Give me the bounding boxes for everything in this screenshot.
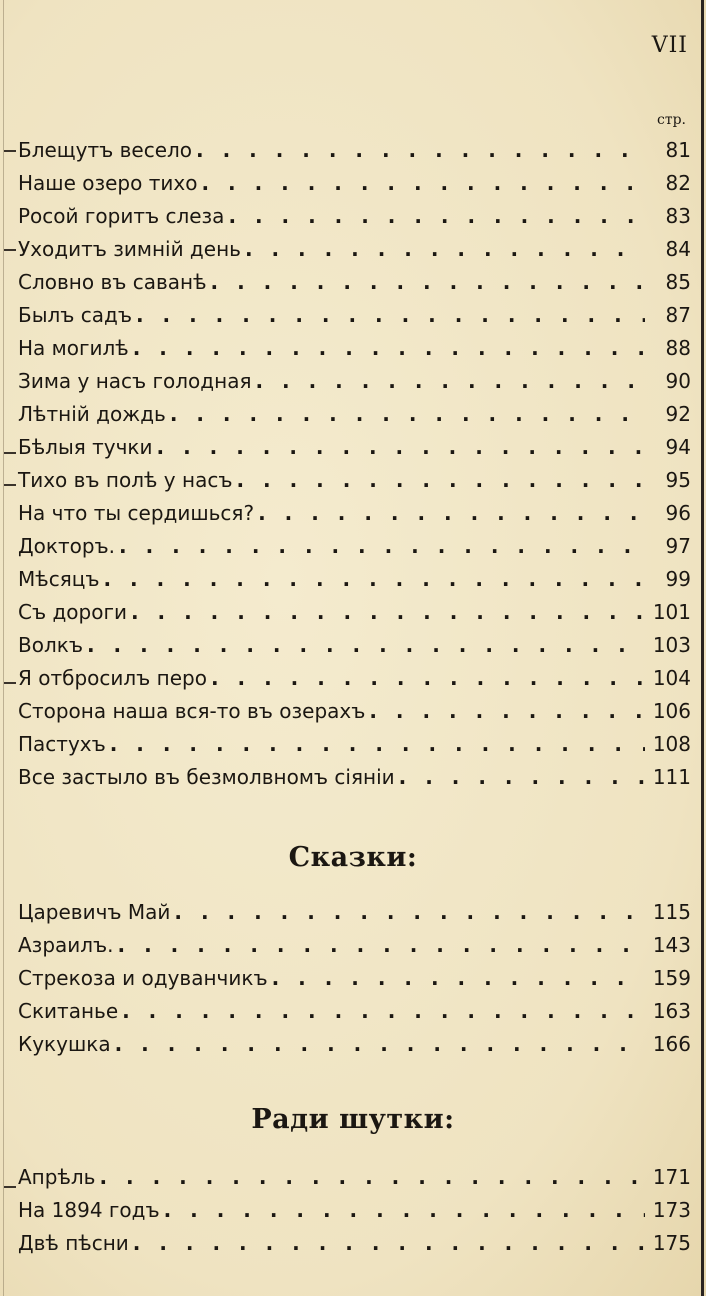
- toc-entry-title: Тихо въ полѣ у насъ: [18, 468, 233, 492]
- toc-entry-title: Стрекоза и одуванчикъ: [18, 966, 268, 990]
- dot-leader: [133, 1227, 645, 1260]
- dot-leader: [118, 929, 645, 962]
- margin-pencil-mark: [4, 249, 16, 251]
- dot-leader: [115, 1028, 645, 1061]
- toc-entry-title: Пастухъ: [18, 732, 106, 756]
- page-number: VII: [651, 33, 688, 58]
- toc-entry-title: Съ дороги: [18, 600, 127, 624]
- dot-leader: [99, 1161, 645, 1194]
- dot-leader: [228, 200, 645, 233]
- toc-entry-page: 108: [652, 732, 691, 756]
- section-heading-tales: Сказки:: [288, 842, 418, 873]
- toc-entry-page: 81: [665, 138, 691, 162]
- toc-entry: [18, 761, 691, 794]
- margin-pencil-mark: [4, 682, 16, 684]
- toc-entry: [18, 266, 691, 299]
- toc-entry: [18, 596, 691, 629]
- section-heading-jokes: Ради шутки:: [251, 1104, 455, 1135]
- toc-entry-page: 143: [652, 933, 691, 957]
- toc-entry-title: Былъ садъ: [18, 303, 132, 327]
- dot-leader: [164, 1194, 645, 1227]
- toc-entry: [18, 1227, 691, 1260]
- dot-leader: [110, 728, 645, 761]
- toc-entry-title: Азраилъ.: [18, 933, 114, 957]
- dot-leader: [211, 266, 645, 299]
- toc-entry: [18, 332, 691, 365]
- dot-leader: [211, 662, 645, 695]
- toc-entry: [18, 1161, 691, 1194]
- toc-entry-page: 84: [665, 237, 691, 261]
- toc-entry-page: 173: [652, 1198, 691, 1222]
- margin-pencil-mark: [4, 452, 16, 454]
- toc-entry-page: 88: [665, 336, 691, 360]
- dot-leader: [399, 761, 645, 794]
- toc-entry-page: 82: [665, 171, 691, 195]
- toc-entry: [18, 497, 691, 530]
- toc-entry-title: На что ты сердишься?: [18, 501, 255, 525]
- toc-entry: [18, 299, 691, 332]
- toc-entry-page: 103: [652, 633, 691, 657]
- dot-leader: [369, 695, 645, 728]
- toc-entry: [18, 695, 691, 728]
- toc-entry: [18, 398, 691, 431]
- toc-entry-page: 96: [665, 501, 691, 525]
- toc-entry-page: 159: [652, 966, 691, 990]
- toc-entry-page: 106: [652, 699, 691, 723]
- toc-entry-title: На могилѣ: [18, 336, 129, 360]
- toc-entry-title: Уходитъ зимній день: [18, 237, 241, 261]
- toc-entry-title: Сторона наша вся-то въ озерахъ: [18, 699, 366, 723]
- toc-entry-title: Скитанье: [18, 999, 119, 1023]
- dot-leader: [272, 962, 645, 995]
- toc-entry-page: 171: [652, 1165, 691, 1189]
- page-column-label: стр.: [657, 112, 686, 128]
- toc-entry-page: 87: [665, 303, 691, 327]
- toc-entry-page: 115: [652, 900, 691, 924]
- dot-leader: [258, 497, 645, 530]
- toc-entry: [18, 995, 691, 1028]
- margin-pencil-mark: [4, 1186, 16, 1188]
- toc-entry: [18, 530, 691, 563]
- toc-entry-page: 97: [665, 534, 691, 558]
- toc-entry-title: Наше озеро тихо: [18, 171, 198, 195]
- toc-entry-title: Докторъ.: [18, 534, 116, 558]
- toc-entry: [18, 629, 691, 662]
- toc-entry-page: 101: [652, 600, 691, 624]
- toc-entry-title: Апрѣль: [18, 1165, 96, 1189]
- toc-entry-title: Царевичъ Май: [18, 900, 171, 924]
- toc-list-poems: [18, 134, 691, 794]
- toc-entry: [18, 728, 691, 761]
- toc-entry: [18, 896, 691, 929]
- right-edge-line: [701, 0, 704, 1296]
- dot-leader: [133, 332, 645, 365]
- toc-entry-title: На 1894 годъ: [18, 1198, 160, 1222]
- toc-entry-title: Лѣтній дождь: [18, 402, 166, 426]
- margin-pencil-mark: [4, 150, 16, 152]
- dot-leader: [122, 995, 645, 1028]
- dot-leader: [174, 896, 645, 929]
- toc-entry-title: Кукушка: [18, 1032, 111, 1056]
- toc-entry-page: 92: [665, 402, 691, 426]
- margin-pencil-mark: [4, 484, 16, 486]
- toc-entry-page: 166: [652, 1032, 691, 1056]
- toc-list-jokes: [18, 1161, 691, 1260]
- dot-leader: [201, 167, 645, 200]
- toc-entry-title: Бѣлыя тучки: [18, 435, 153, 459]
- toc-entry: [18, 1028, 691, 1061]
- toc-entry: [18, 233, 691, 266]
- toc-entry-title: Блещутъ весело: [18, 138, 193, 162]
- dot-leader: [131, 596, 645, 629]
- toc-entry: [18, 464, 691, 497]
- dot-leader: [119, 530, 645, 563]
- toc-entry-title: Я отбросилъ перо: [18, 666, 207, 690]
- toc-entry-title: Все застыло въ безмолвномъ сіяніи: [18, 765, 395, 789]
- toc-entry: [18, 662, 691, 695]
- toc-entry-title: Словно въ саванѣ: [18, 270, 207, 294]
- toc-entry-title: Зима у насъ голодная: [18, 369, 252, 393]
- toc-entry: [18, 365, 691, 398]
- toc-entry-title: Двѣ пѣсни: [18, 1231, 129, 1255]
- toc-entry: [18, 929, 691, 962]
- left-edge-line: [3, 0, 4, 1296]
- toc-entry-page: 95: [665, 468, 691, 492]
- dot-leader: [256, 365, 646, 398]
- toc-entry: [18, 431, 691, 464]
- toc-entry-title: Мѣсяцъ: [18, 567, 100, 591]
- dot-leader: [196, 134, 645, 167]
- toc-entry-page: 94: [665, 435, 691, 459]
- toc-entry: [18, 200, 691, 233]
- toc-entry-page: 163: [652, 999, 691, 1023]
- toc-entry-page: 175: [652, 1231, 691, 1255]
- toc-entry-page: 83: [665, 204, 691, 228]
- toc-entry-page: 99: [665, 567, 691, 591]
- toc-entry-page: 104: [652, 666, 691, 690]
- toc-entry-page: 90: [665, 369, 691, 393]
- dot-leader: [136, 299, 645, 332]
- toc-entry-page: 111: [652, 765, 691, 789]
- toc-entry-title: Росой горитъ слеза: [18, 204, 225, 228]
- dot-leader: [245, 233, 645, 266]
- dot-leader: [103, 563, 645, 596]
- dot-leader: [157, 431, 645, 464]
- toc-entry-title: Волкъ: [18, 633, 83, 657]
- toc-entry: [18, 962, 691, 995]
- toc-entry-page: 85: [665, 270, 691, 294]
- toc-entry: [18, 134, 691, 167]
- toc-entry: [18, 167, 691, 200]
- dot-leader: [236, 464, 645, 497]
- dot-leader: [170, 398, 645, 431]
- toc-entry: [18, 1194, 691, 1227]
- toc-entry: [18, 563, 691, 596]
- toc-list-tales: [18, 896, 691, 1061]
- dot-leader: [87, 629, 645, 662]
